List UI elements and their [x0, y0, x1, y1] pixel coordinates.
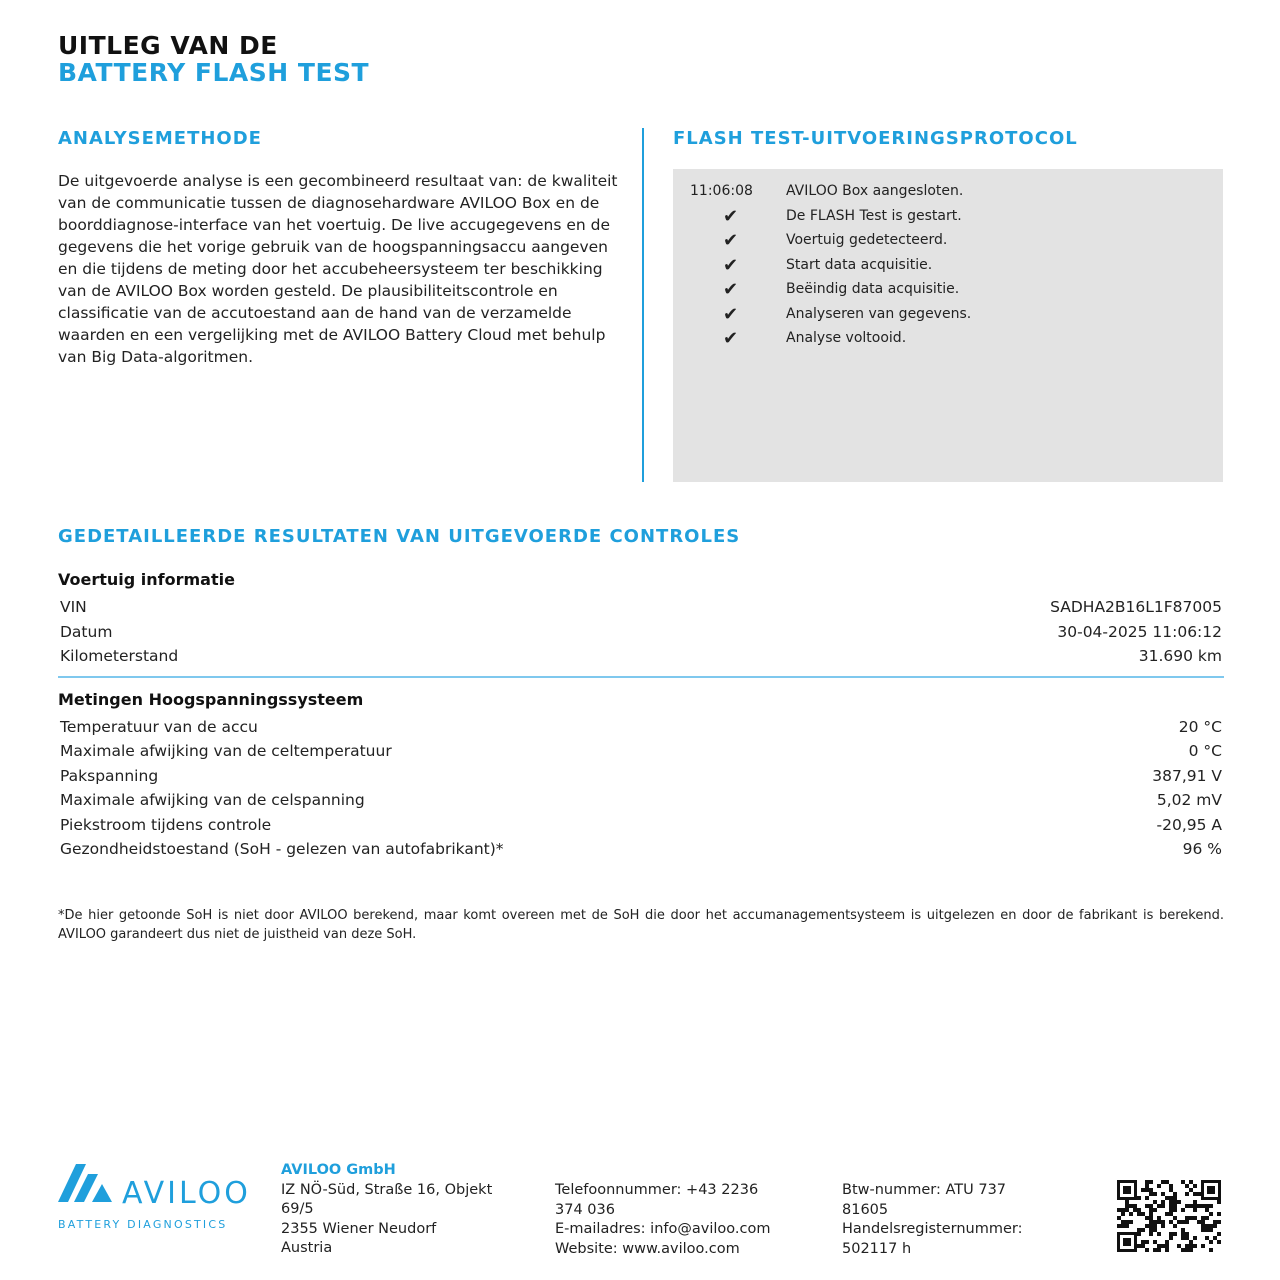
row-value: 30-04-2025 11:06:12: [1057, 622, 1222, 641]
row-label: Piekstroom tijdens controle: [60, 815, 272, 834]
analysis-heading: ANALYSEMETHODE: [58, 128, 262, 149]
vat-line: Btw-nummer: ATU 737: [842, 1182, 1007, 1198]
row-value: 387,91 V: [1152, 766, 1222, 785]
analysis-text: De uitgevoerde analyse is een gecombineerd resultaat van: de kwaliteit van de communicatie tussen de diagnosehardware AVILOO Box en de boorddiagnose-interface van het voertuig. De live accugegevens en de gegevens die het vorige gebruik van de hoogspanningsaccu aangeven en die tijdens de meting door het accubeheersysteem ter beschikking van de AVILOO Box worden gesteld. De plausibiliteitscontrole en classificatie van de accutoestand aan de hand van de verzamelde waarden en een vergelijking met de AVILOO Battery Cloud met behulp van Big Data-algoritmen.: [58, 172, 618, 366]
aviloo-logo-mark-icon: [58, 1164, 118, 1208]
footer-registration: [842, 1181, 1082, 1259]
results-heading: GEDETAILLEERDE RESULTATEN VAN UITGEVOERDE CONTROLES: [58, 526, 741, 547]
checkmark-icon: ✔: [723, 328, 739, 349]
checkmark-icon: ✔: [723, 303, 739, 325]
protocol-step: [673, 205, 1223, 232]
protocol-step: [673, 303, 1223, 330]
website-link[interactable]: Website: www.aviloo.com: [555, 1240, 740, 1257]
table-row: [60, 623, 1222, 645]
table-row: [60, 718, 1222, 740]
table-row: [60, 742, 1222, 764]
register-line: 502117 h: [842, 1240, 912, 1257]
protocol-box: [673, 169, 1223, 482]
measurements-title: Metingen Hoogspanningssysteem: [58, 690, 364, 709]
footer-company: [281, 1161, 546, 1259]
address-line: IZ NÖ-Süd, Straße 16, Objekt: [281, 1181, 493, 1198]
register-line: Handelsregisternummer:: [842, 1221, 1023, 1237]
protocol-step-label: Beëindig data acquisitie.: [786, 281, 960, 297]
protocol-step-label: Analyse voltooid.: [786, 330, 907, 346]
column-divider: [642, 128, 644, 482]
row-value: 0 °C: [1188, 742, 1222, 761]
table-row: [60, 598, 1222, 620]
company-name: AVILOO GmbH: [281, 1162, 396, 1178]
row-value: 31.690 km: [1138, 647, 1222, 665]
table-row: [60, 840, 1222, 862]
row-label: Maximale afwijking van de celtemperatuur: [60, 742, 392, 761]
title-line-2: BATTERY FLASH TEST: [58, 58, 370, 87]
aviloo-logo: [58, 1164, 282, 1234]
protocol-step: [673, 330, 1223, 354]
address-line: 2355 Wiener Neudorf: [281, 1220, 437, 1237]
vehicle-info-title: Voertuig informatie: [58, 570, 235, 589]
title-line-1: UITLEG VAN DE: [58, 31, 278, 60]
soh-footnote: *De hier getoonde SoH is niet door AVILOO berekend, maar komt overeen met de SoH die door het accumanagementsysteem is uitgelezen en door de fabrikant is berekend. AVILOO garandeert dus niet de juistheid van deze SoH.: [58, 908, 1224, 942]
protocol-step: [673, 254, 1223, 281]
protocol-step-label: Voertuig gedetecteerd.: [786, 232, 948, 248]
protocol-step-label: AVILOO Box aangesloten.: [786, 183, 964, 199]
address-line: Austria: [281, 1240, 333, 1256]
protocol-step: [673, 281, 1223, 305]
table-row: [60, 791, 1222, 813]
phone-line: Telefoonnummer: +43 2236: [555, 1182, 759, 1198]
row-value: 20 °C: [1178, 718, 1222, 736]
row-label: Temperatuur van de accu: [60, 718, 258, 736]
table-row: [60, 767, 1222, 789]
row-label: Gezondheidstoestand (SoH - gelezen van autofabrikant)*: [60, 840, 504, 858]
protocol-step-time: 11:06:08: [690, 183, 753, 199]
row-label: Datum: [60, 622, 113, 641]
row-value: SADHA2B16L1F87005: [1050, 598, 1222, 616]
row-value: -20,95 A: [1156, 815, 1222, 834]
protocol-heading: FLASH TEST-UITVOERINGSPROTOCOL: [673, 128, 1078, 149]
protocol-step: [673, 183, 1223, 207]
logo-tagline: BATTERY DIAGNOSTICS: [58, 1218, 228, 1231]
protocol-step: [673, 232, 1223, 256]
table-row: [60, 816, 1222, 838]
row-label: Maximale afwijking van de celspanning: [60, 791, 365, 810]
row-label: Kilometerstand: [60, 647, 179, 665]
email-link[interactable]: E-mailadres: info@aviloo.com: [555, 1221, 771, 1237]
logo-wordmark: AVILOO: [122, 1176, 251, 1211]
phone-line: 374 036: [555, 1201, 615, 1218]
address-line: 69/5: [281, 1201, 314, 1217]
row-label: Pakspanning: [60, 766, 159, 785]
row-label: VIN: [60, 598, 87, 616]
protocol-step-label: De FLASH Test is gestart.: [786, 207, 962, 224]
section-divider: [58, 676, 1224, 678]
checkmark-icon: ✔: [723, 254, 739, 276]
table-row: [60, 647, 1222, 669]
footer-contact: [555, 1181, 825, 1259]
vat-line: 81605: [842, 1201, 889, 1218]
page-title: [58, 32, 369, 86]
row-value: 96 %: [1182, 840, 1222, 858]
row-value: 5,02 mV: [1156, 791, 1222, 810]
protocol-step-label: Start data acquisitie.: [786, 256, 933, 273]
checkmark-icon: ✔: [723, 279, 739, 300]
checkmark-icon: ✔: [723, 230, 739, 251]
qr-code-icon[interactable]: [1117, 1180, 1221, 1252]
checkmark-icon: ✔: [723, 205, 739, 227]
protocol-step-label: Analyseren van gegevens.: [786, 305, 972, 322]
